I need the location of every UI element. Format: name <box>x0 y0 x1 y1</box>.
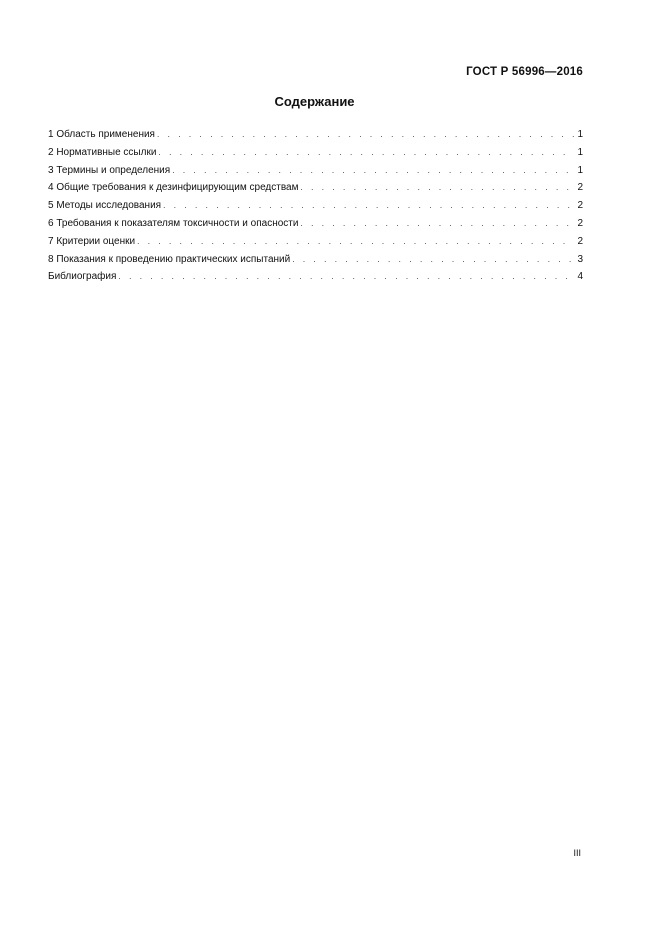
toc-dot-leader <box>158 144 574 162</box>
toc-dot-leader <box>118 268 574 286</box>
toc-entry-general-requirements[interactable] <box>48 179 583 197</box>
toc-entry-label: 7 Критерии оценки <box>48 235 136 247</box>
toc-entry-label: 6 Требования к показателям токсичности и опасности <box>48 217 299 229</box>
toc-dot-leader <box>300 179 574 197</box>
toc-entry-scope[interactable] <box>48 126 583 144</box>
toc-entry-page: 3 <box>577 253 583 265</box>
toc-entry-page: 2 <box>577 235 583 247</box>
toc-entry-bibliography[interactable] <box>48 268 583 286</box>
toc-entry-evaluation-criteria[interactable] <box>48 233 583 251</box>
toc-title: Содержание <box>274 94 355 109</box>
table-of-contents <box>48 126 583 286</box>
toc-entry-page: 1 <box>577 129 583 140</box>
toc-entry-label: 5 Методы исследования <box>48 200 162 212</box>
toc-dot-leader <box>292 251 574 269</box>
toc-entry-normative-references[interactable] <box>48 144 583 162</box>
toc-dot-leader <box>157 126 574 144</box>
toc-dot-leader <box>300 215 574 233</box>
toc-entry-label: 3 Термины и определения <box>48 164 171 176</box>
toc-entry-page: 2 <box>577 217 583 229</box>
toc-entry-label: 4 Общие требования к дезинфицирующим средствам <box>48 182 299 194</box>
toc-entry-page: 1 <box>577 164 583 176</box>
page-number: III <box>573 848 581 858</box>
toc-dot-leader <box>172 162 574 180</box>
toc-entry-toxicity-requirements[interactable] <box>48 215 583 233</box>
toc-entry-label: 1 Область применения <box>48 129 155 140</box>
toc-entry-label: 2 Нормативные ссылки <box>48 146 157 158</box>
toc-entry-page: 2 <box>577 200 583 212</box>
toc-entry-terms-definitions[interactable] <box>48 162 583 180</box>
toc-entry-label: Библиография <box>48 271 117 283</box>
toc-entry-page: 2 <box>577 182 583 194</box>
toc-entry-research-methods[interactable] <box>48 197 583 215</box>
toc-entry-label: 8 Показания к проведению практических испытаний <box>48 253 291 265</box>
document-code: ГОСТ Р 56996—2016 <box>466 66 583 78</box>
toc-entry-page: 1 <box>577 146 583 158</box>
toc-dot-leader <box>163 197 574 215</box>
toc-entry-practical-trials[interactable] <box>48 251 583 269</box>
toc-dot-leader <box>137 233 574 251</box>
toc-entry-page: 4 <box>577 271 583 283</box>
